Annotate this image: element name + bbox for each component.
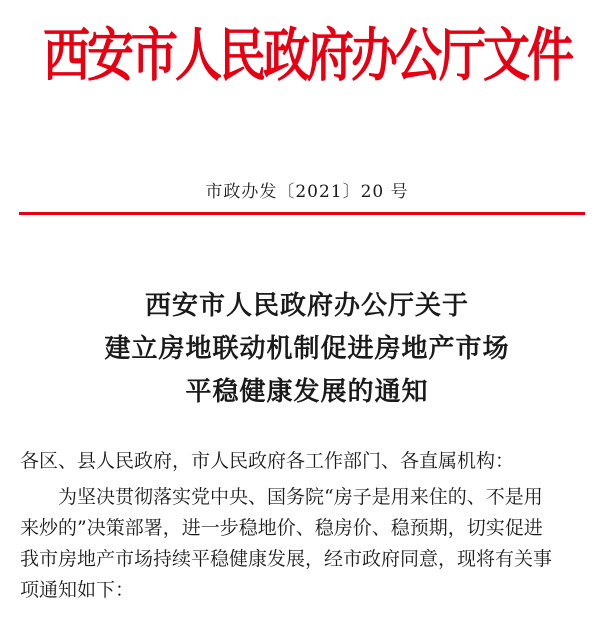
masthead-title: 西安市人民政府办公厅文件 [43, 22, 571, 90]
title-line: 建立房地联动机制促进房地产市场 [104, 334, 510, 364]
body-line: 我市房地产市场持续平稳健康发展，经市政府同意，现将有关事 [20, 548, 553, 570]
title-line: 平稳健康发展的通知 [185, 377, 429, 407]
body-line: 来炒的”决策部署，进一步稳地价、稳房价、稳预期，切实促进 [20, 517, 543, 539]
title-line: 西安市人民政府办公厅关于 [144, 291, 469, 321]
body-line: 为坚决贯彻落实党中央、国务院“房子是用来住的、不是用 [58, 486, 543, 508]
document-number: 市政办发〔2021〕20 号 [205, 182, 409, 202]
red-divider-rule [19, 212, 585, 215]
document-title [0, 285, 614, 414]
addressee-line: 各区、县人民政府，市人民政府各工作部门、各直属机构： [20, 450, 515, 472]
body-line: 项通知如下： [20, 579, 135, 601]
body-paragraph [20, 482, 594, 606]
